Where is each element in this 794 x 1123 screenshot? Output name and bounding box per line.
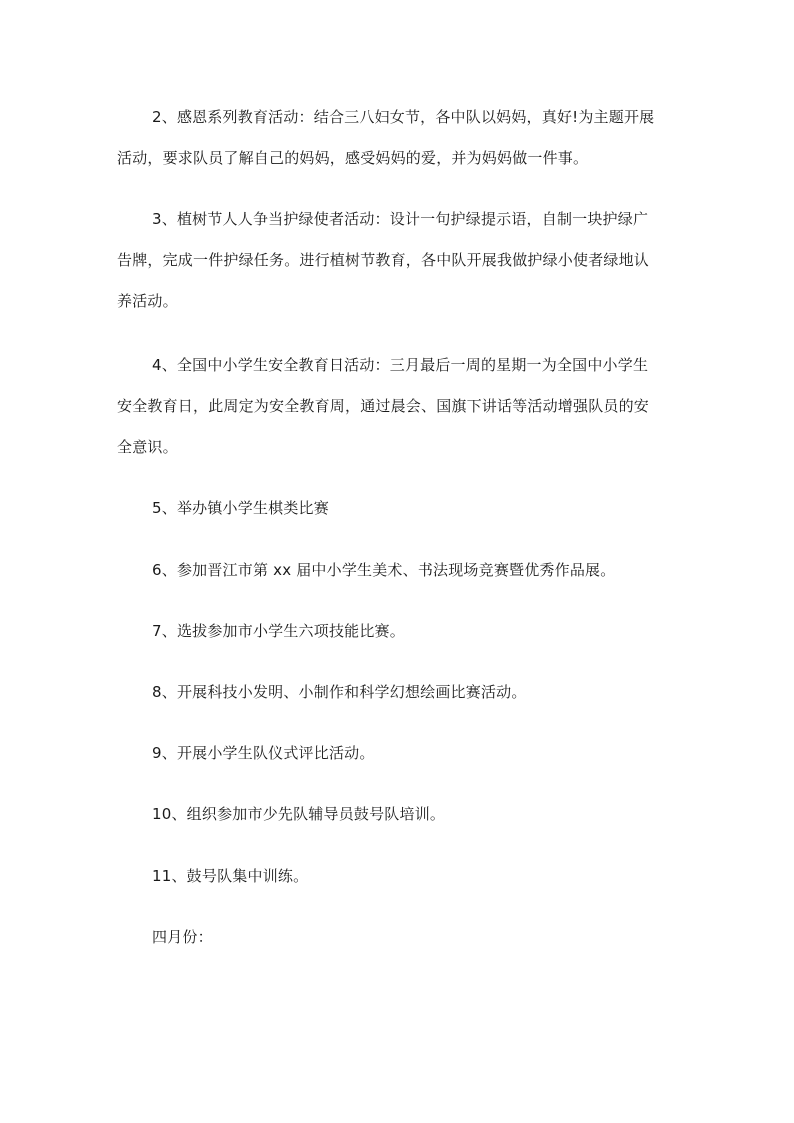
paragraph-line: 安全教育日，此周定为安全教育周，通过晨会、国旗下讲话等活动增强队员的安: [117, 397, 650, 415]
paragraph-11: [117, 856, 687, 897]
paragraph-4: [117, 345, 687, 468]
paragraph-line: 养活动。: [117, 292, 178, 310]
paragraph-5: [117, 488, 687, 529]
paragraph-line: 7、选拔参加市小学生六项技能比赛。: [152, 622, 405, 640]
paragraph-8: [117, 672, 687, 713]
paragraph-6: [117, 550, 687, 591]
paragraph-line: 2、感恩系列教育活动：结合三八妇女节，各中队以妈妈，真好!为主题开展: [152, 108, 655, 126]
paragraph-line: 4、全国中小学生安全教育日活动：三月最后一周的星期一为全国中小学生: [152, 356, 649, 374]
paragraph-line: 6、参加晋江市第 xx 届中小学生美术、书法现场竞赛暨优秀作品展。: [152, 561, 616, 579]
paragraph-line: 9、开展小学生队仪式评比活动。: [152, 744, 375, 762]
paragraph-line: 告牌，完成一件护绿任务。进行植树节教育，各中队开展我做护绿小使者绿地认: [117, 251, 650, 269]
paragraph-10: [117, 794, 687, 835]
paragraph-9: [117, 733, 687, 774]
paragraph-line: 11、鼓号队集中训练。: [152, 867, 309, 885]
paragraph-7: [117, 611, 687, 652]
paragraph-3: [117, 199, 687, 322]
paragraph-2: [117, 97, 687, 179]
paragraph-line: 全意识。: [117, 438, 178, 456]
paragraph-line: 5、举办镇小学生棋类比赛: [152, 499, 329, 517]
paragraph-line: 3、植树节人人争当护绿使者活动：设计一句护绿提示语，自制一块护绿广: [152, 210, 649, 228]
section-heading-april: [117, 917, 687, 958]
paragraph-line: 8、开展科技小发明、小制作和科学幻想绘画比赛活动。: [152, 683, 527, 701]
paragraph-line: 活动，要求队员了解自己的妈妈，感受妈妈的爱，并为妈妈做一件事。: [117, 149, 589, 167]
heading-line: 四月份：: [152, 928, 213, 946]
paragraph-line: 10、组织参加市少先队辅导员鼓号队培训。: [152, 805, 446, 823]
